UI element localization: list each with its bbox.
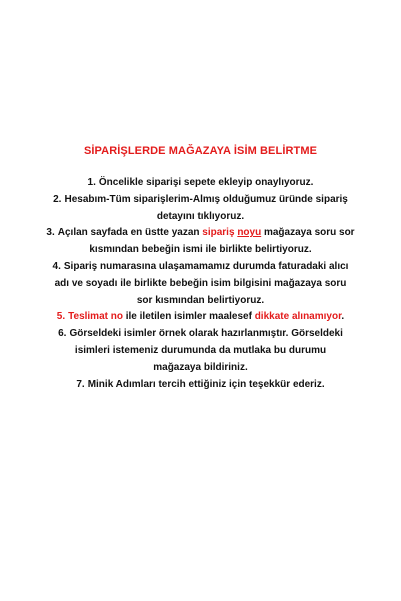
list-item-3-highlight-order: sipariş — [202, 227, 238, 239]
list-item-5-text-mid: ile iletilen isimler maalesef — [122, 311, 255, 323]
list-item-6 — [10, 326, 391, 376]
list-item-4-line-3: sor kısmından belirtiyoruz. — [136, 294, 265, 306]
list-item-2-number: 2. — [53, 193, 62, 205]
list-item-2-line-1 — [10, 192, 391, 209]
list-item-3-number: 3. — [46, 227, 55, 239]
list-item-3-text-b: mağazaya soru sor — [261, 227, 355, 239]
list-item-2-line-2: detayını tıklıyoruz. — [156, 210, 245, 222]
list-item-7-line-1 — [10, 377, 391, 394]
page-title: SİPARİŞLERDE MAĞAZAYA İSİM BELİRTME — [83, 145, 318, 157]
list-item-7-text: Minik Adımları tercih ettiğiniz için teşekkür ederiz. — [87, 378, 325, 390]
list-item-2 — [10, 192, 391, 226]
list-item-6-text: Görseldeki isimler örnek olarak hazırlanmıştır. Görseldeki — [69, 328, 343, 340]
list-item-3-text-a: Açılan sayfada en üstte yazan — [57, 227, 203, 239]
list-item-5-line-1 — [10, 309, 391, 326]
list-item-1-text: Öncelikle siparişi sepete ekleyip onaylıyoruz. — [98, 177, 314, 188]
list-item-5-highlight-not-considered: dikkate alınamıyor — [254, 311, 342, 323]
list-item-1-number: 1. — [87, 177, 96, 188]
list-item-4 — [10, 259, 391, 309]
list-item-3-line-1 — [10, 225, 391, 242]
list-item-4-line-2: adı ve soyadı ile birlikte bebeğin isim bilgisini mağazaya soru — [54, 277, 347, 289]
instruction-list — [10, 175, 391, 393]
list-item-5 — [10, 309, 391, 326]
list-item-4-line-1 — [10, 259, 391, 276]
list-item-1 — [10, 175, 391, 192]
list-item-4-number: 4. — [52, 260, 61, 272]
list-item-4-text: Sipariş numarasına ulaşamamamız durumda faturadaki alıcı — [63, 260, 349, 272]
list-item-3-highlight-no: noyu — [237, 227, 262, 239]
list-item-2-text: Hesabım-Tüm siparişlerim-Almış olduğumuz üründe sipariş — [64, 193, 348, 205]
list-item-1-line-1 — [10, 175, 391, 192]
list-item-7 — [10, 377, 391, 394]
list-item-6-line-2: isimleri istemeniz durumunda da mutlaka bu durumu — [74, 344, 327, 356]
list-item-7-number: 7. — [76, 378, 85, 390]
list-item-6-number: 6. — [58, 328, 67, 340]
list-item-6-line-3: mağazaya bildiriniz. — [153, 361, 248, 373]
list-item-5-text-end: . — [341, 311, 345, 323]
list-item-3-line-2: kısmından bebeğin ismi ile birlikte belirtiyoruz. — [89, 244, 312, 256]
list-item-6-line-1 — [10, 326, 391, 343]
list-item-3 — [10, 225, 391, 259]
list-item-5-highlight-delivery-no: Teslimat no — [68, 311, 123, 323]
list-item-5-number: 5. — [56, 311, 66, 323]
